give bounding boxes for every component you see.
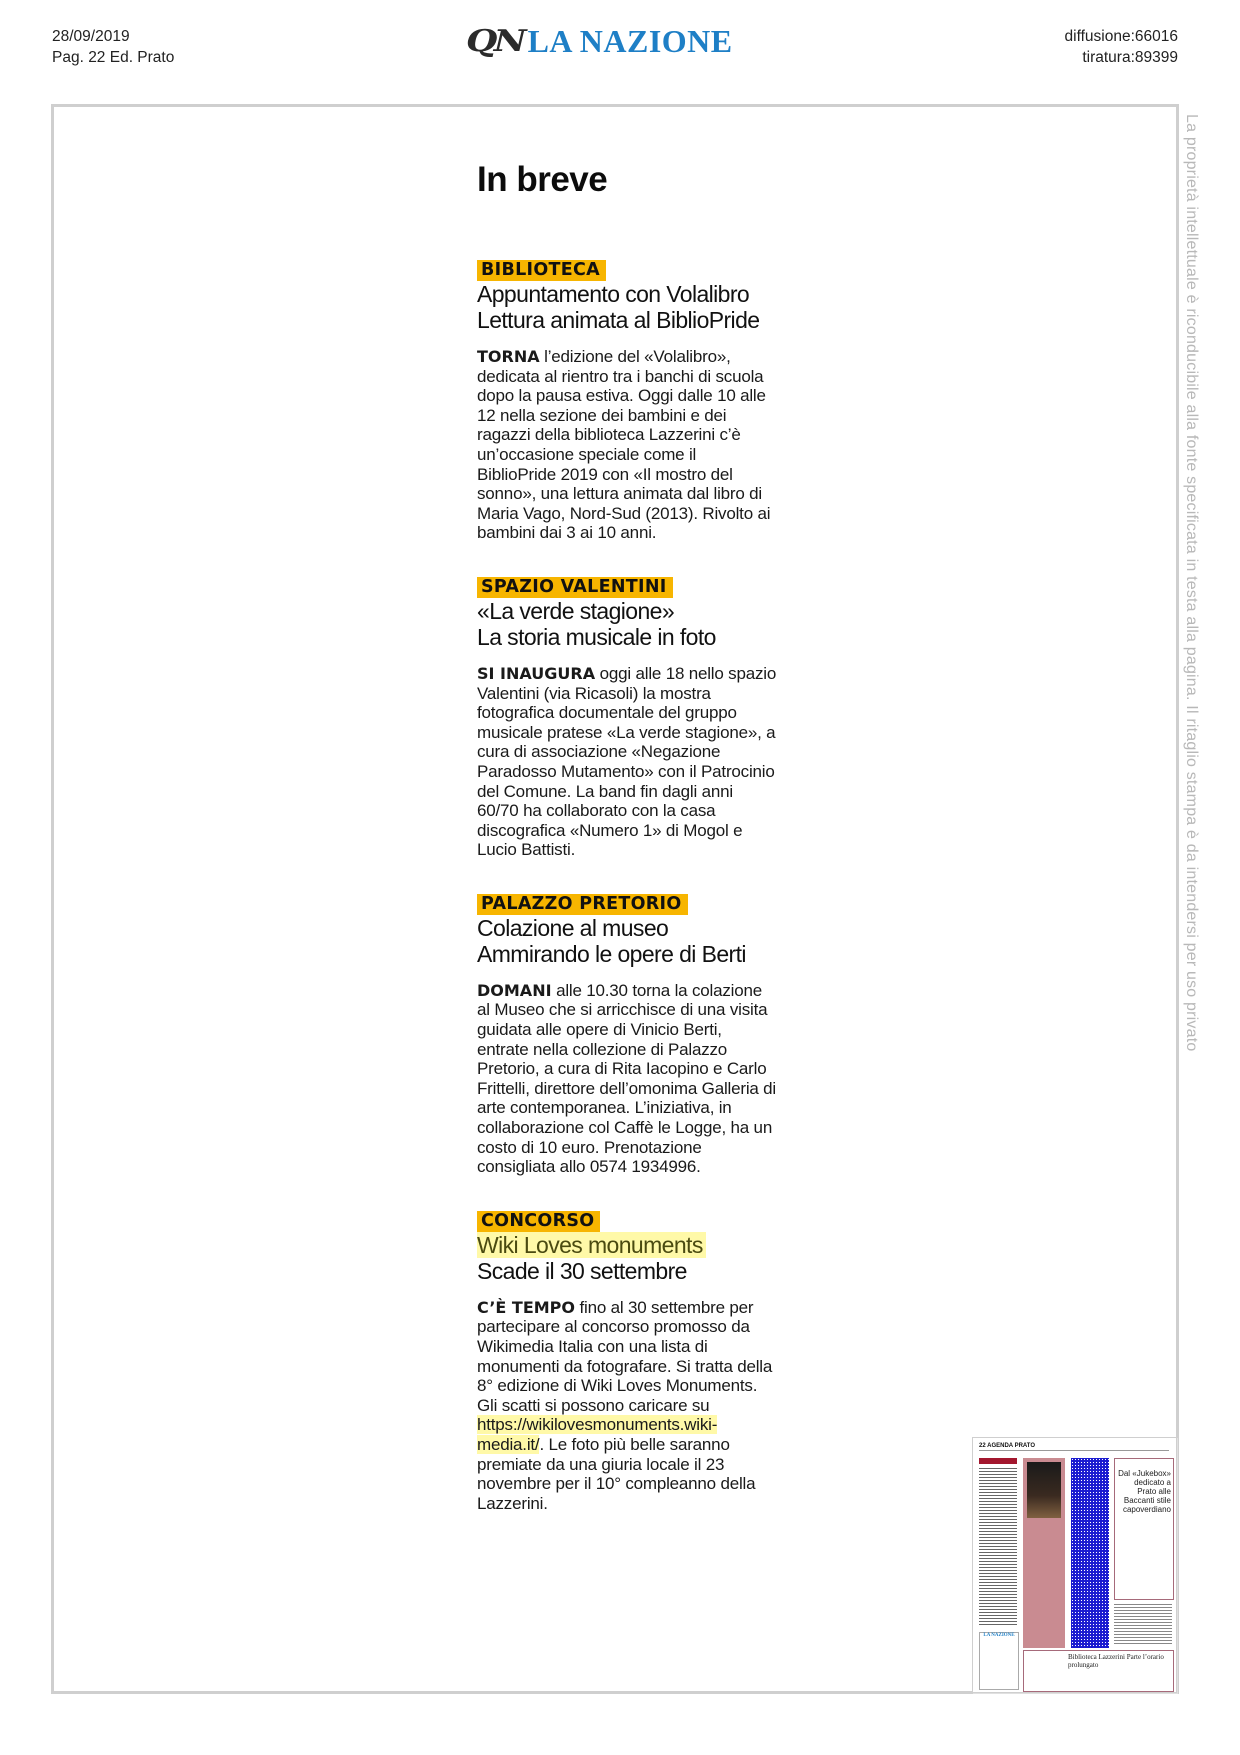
newspaper-logo — [466, 24, 733, 58]
thumb-feature-headline: Dal «Jukebox» dedicato a Prato alle Baccanti stile capoverdiano — [1118, 1469, 1171, 1514]
thumb-bottom-headline: Biblioteca Lazzerini Parte l’orario prolungato — [1068, 1653, 1164, 1669]
diffusione: diffusione:66016 — [1064, 28, 1178, 45]
item-body — [477, 981, 777, 1177]
item-headline — [477, 598, 777, 650]
qn-logo-mark: QN — [466, 23, 524, 59]
newspaper-name: LA NAZIONE — [527, 22, 733, 59]
headline-line-2: Scade il 30 settembre — [477, 1257, 687, 1284]
headline-line-1: Appuntamento con Volalibro — [477, 281, 750, 307]
thumb-listings — [979, 1466, 1017, 1626]
headline-line-2: La storia musicale in foto — [477, 623, 716, 650]
item-tag: BIBLIOTECA — [477, 260, 606, 281]
thumb-bottom-article — [1023, 1650, 1174, 1692]
thumb-masthead: LA NAZIONE — [983, 1633, 1015, 1638]
news-item-palazzo-pretorio — [477, 894, 777, 1177]
article-column — [477, 160, 777, 1547]
news-item-biblioteca — [477, 260, 777, 543]
item-headline — [477, 915, 777, 967]
item-tag: PALAZZO PRETORIO — [477, 894, 688, 915]
item-lead: TORNA — [477, 347, 540, 366]
item-text-end: . Le foto più belle saranno premiate da una giuria locale il 23 novembre per il 10° compleanno della Lazzerini. — [477, 1434, 756, 1513]
headline-line-2: Ammirando le opere di Berti — [477, 940, 746, 967]
thumb-page-header: 22 AGENDA PRATO — [979, 1442, 1169, 1451]
headline-line-1: Colazione al museo — [477, 914, 669, 941]
item-headline — [477, 1232, 777, 1284]
publication-date: 28/09/2019 — [52, 28, 130, 45]
tiratura: tiratura:89399 — [1082, 49, 1178, 66]
item-text: alle 10.30 torna la colazione al Museo che si arricchisce di una visita guidata alle opere di Vinicio Berti, entrate nella collezione di Palazzo Pretorio, a cura di Rita Iacopino e Carlo Frittelli, direttore dell’omonima Galleria di arte contemporanea. L’iniziativa, in collaborazione col Caffè le Logge, ha un costo di 10 euro. Prenotazione consigliata allo 0574 1934996. — [477, 980, 777, 1177]
clipping-info — [52, 26, 174, 68]
wiki-loves-monuments-link[interactable]: https://wikilovesmonuments.wiki-media.it/ — [477, 1415, 718, 1454]
disclaimer-text: La proprietà intellettuale è riconducibile alla fonte specificata in testa alla pagina. Il ritaglio stampa è da intendersi per uso privato — [1183, 114, 1200, 1052]
circulation-info — [1065, 26, 1178, 68]
thumb-text-block — [1114, 1602, 1172, 1646]
news-item-concorso — [477, 1211, 777, 1514]
item-text: l’edizione del «Volalibro», dedicata al rientro tra i banchi di scuola dopo la pausa estiva. Oggi dalle 10 alle 12 nella sezione dei bambini e dei ragazzi della biblioteca Lazzerini c’è un’occasione speciale come il BiblioPride 2019 con «Il mostro del sonno», una lettura animata dal libro di Maria Vago, Nord-Sud (2013). Rivolto ai bambini dai 3 ai 10 anni. — [477, 347, 771, 543]
item-body — [477, 664, 777, 860]
item-lead: C’È TEMPO — [477, 1297, 575, 1317]
item-text: fino al 30 settembre per partecipare al concorso promosso da Wikimedia Italia con una lista di monumenti da fotografare. Si tratta della 8° edizione di Wiki Loves Monuments. Gli scatti si possono caricare su — [477, 1297, 773, 1415]
news-item-spazio-valentini — [477, 577, 777, 860]
headline-line-2: Lettura animata al BiblioPride — [477, 307, 760, 333]
headline-line-1: «La verde stagione» — [477, 597, 675, 624]
thumb-cinema-header — [979, 1458, 1017, 1464]
section-title: In breve — [477, 160, 608, 199]
item-body — [477, 1298, 777, 1514]
item-lead: DOMANI — [477, 980, 552, 1000]
page-thumbnail — [972, 1437, 1177, 1693]
thumb-blue-column — [1071, 1458, 1109, 1648]
item-body — [477, 347, 777, 543]
headline-line-1-highlighted: Wiki Loves monuments — [477, 1232, 706, 1258]
thumb-feature-box — [1114, 1458, 1174, 1600]
copyright-disclaimer — [1182, 114, 1202, 1074]
item-lead: SI INAUGURA — [477, 663, 596, 683]
item-tag: CONCORSO — [477, 1211, 600, 1232]
item-headline — [477, 281, 777, 333]
item-tag: SPAZIO VALENTINI — [477, 577, 673, 598]
thumb-concert-photo — [1027, 1462, 1061, 1518]
thumb-masthead-box — [979, 1632, 1019, 1690]
page-edition: Pag. 22 Ed. Prato — [52, 49, 175, 66]
item-text: oggi alle 18 nello spazio Valentini (via Ricasoli) la mostra fotografica documentale del gruppo musicale pratese «La verde stagione», a cura di associazione «Negazione Paradosso Mutamento» con il Patrocinio del Comune. La band fin dagli anni 60/70 ha collaborato con la casa discografica «Numero 1» di Mogol e Lucio Battisti. — [477, 663, 777, 860]
